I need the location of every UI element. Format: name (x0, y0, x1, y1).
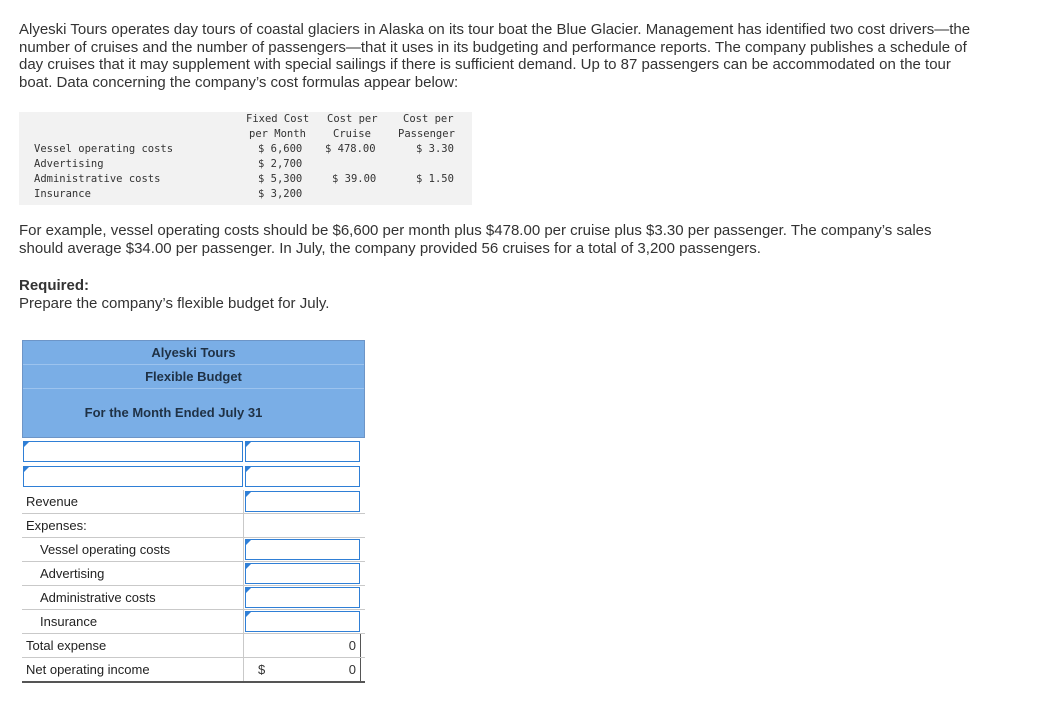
cost-row-label: Insurance (34, 188, 91, 200)
advertising-row (22, 562, 365, 586)
flexible-budget-table (22, 340, 365, 683)
problem-intro: Alyeski Tours operates day tours of coastal glaciers in Alaska on its tour boat the Blue Glacier. Management has identified two cost drivers—the number of cruises and the number of passengers—that it uses in its budgeting and performance reports. The company publishes a schedule of day cruises that it may supplement with special sailings if there is sufficient demand. Up to 87 passengers can be accommodated on the tour boat. Data concerning the company’s cost formulas appear below: (19, 21, 971, 91)
cost-row-fixed: $ 5,300 (258, 173, 303, 185)
required-section (19, 277, 329, 312)
revenue-input[interactable] (244, 490, 361, 513)
cost-row-passenger: $ 1.50 (416, 173, 454, 185)
cruise-header-2: Cruise (333, 128, 371, 140)
administrative-input[interactable] (244, 586, 361, 609)
vessel-row (22, 538, 365, 562)
cost-row-cruise: $ 39.00 (332, 173, 377, 185)
budget-header-label-cell[interactable] (22, 465, 244, 488)
passenger-header-2: Passenger (398, 128, 455, 140)
net-operating-income-row (22, 658, 365, 683)
cruise-header-1: Cost per (327, 113, 378, 125)
administrative-label: Administrative costs (22, 586, 244, 609)
currency-symbol: $ (258, 662, 266, 677)
advertising-label: Advertising (22, 562, 244, 585)
revenue-row (22, 490, 365, 514)
vessel-input[interactable] (244, 538, 361, 561)
cost-row-label: Administrative costs (34, 173, 161, 185)
expenses-cell (244, 514, 361, 537)
revenue-label: Revenue (22, 490, 244, 513)
insurance-label: Insurance (22, 610, 244, 633)
fixed-header-1: Fixed Cost (246, 113, 310, 125)
cost-row-fixed: $ 2,700 (258, 158, 303, 170)
cost-row-fixed: $ 3,200 (258, 188, 303, 200)
required-label: Required: (19, 277, 90, 294)
budget-header-label-cell[interactable] (22, 440, 244, 463)
net-operating-income-value: 0 (348, 662, 356, 677)
net-operating-income-value-cell (244, 658, 361, 681)
insurance-input[interactable] (244, 610, 361, 633)
total-expense-value-cell (244, 634, 361, 657)
budget-header (22, 340, 365, 438)
budget-type-title: Flexible Budget (23, 365, 364, 389)
budget-header-value-cell[interactable] (244, 465, 361, 488)
budget-input-row (22, 465, 365, 488)
cost-row-label: Vessel operating costs (34, 143, 174, 155)
total-expense-value: 0 (348, 638, 356, 653)
expenses-row (22, 514, 365, 538)
advertising-input[interactable] (244, 562, 361, 585)
budget-company-title: Alyeski Tours (23, 341, 364, 365)
vessel-label: Vessel operating costs (22, 538, 244, 561)
total-expense-row (22, 634, 365, 658)
required-text: Prepare the company’s flexible budget for July. (19, 294, 330, 312)
passenger-header-1: Cost per (403, 113, 454, 125)
budget-input-row (22, 440, 365, 463)
budget-header-value-cell[interactable] (244, 440, 361, 463)
expenses-label: Expenses: (22, 514, 244, 537)
administrative-row (22, 586, 365, 610)
net-operating-income-label: Net operating income (22, 658, 244, 681)
cost-row-label: Advertising (34, 158, 104, 170)
insurance-row (22, 610, 365, 634)
cost-row-cruise: $ 478.00 (325, 143, 376, 155)
total-expense-label: Total expense (22, 634, 244, 657)
cost-row-passenger: $ 3.30 (416, 143, 454, 155)
problem-example: For example, vessel operating costs should be $6,600 per month plus $478.00 per cruise plus $3.30 per passenger. The company’s sales should average $34.00 per passenger. In July, the company provided 56 cruises for a total of 3,200 passengers. (19, 222, 932, 257)
budget-period-title: For the Month Ended July 31 (84, 405, 263, 420)
cost-row-fixed: $ 6,600 (258, 143, 303, 155)
fixed-header-2: per Month (249, 128, 306, 140)
